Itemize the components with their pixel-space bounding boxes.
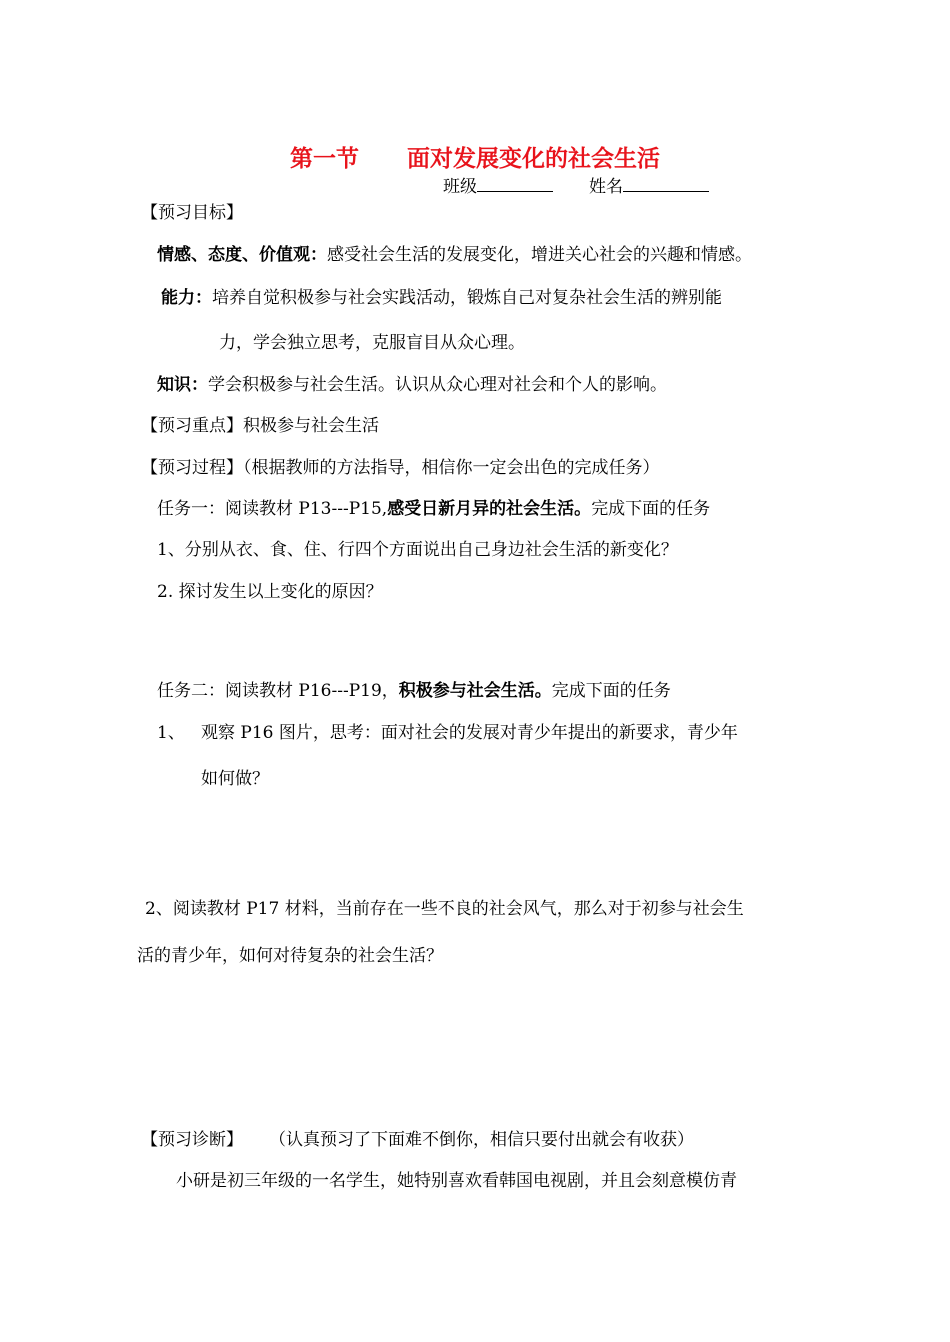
task2-question-2-line-2: 活的青少年，如何对待复杂的社会生活？ <box>137 946 443 966</box>
task2-prefix: 任务二：阅读教材 P16---P19， <box>157 681 399 701</box>
task2-question-1-number: 1、 <box>157 723 185 743</box>
process-note: （根据教师的方法指导，相信你一定会出色的完成任务） <box>243 458 660 478</box>
goal-emotion-text: 感受社会生活的发展变化，增进关心社会的兴趣和情感。 <box>327 245 752 265</box>
goal-ability-text-2: 力，学会独立思考，克服盲目从众心理。 <box>219 333 525 353</box>
task2-suffix: 完成下面的任务 <box>551 681 671 701</box>
name-label: 姓名 <box>589 177 623 197</box>
goal-ability-text-1: 培养自觉积极参与社会实践活动，锻炼自己对复杂社会生活的辨别能 <box>212 288 722 308</box>
process-row <box>141 457 660 479</box>
task2-row <box>157 680 671 702</box>
task2-question-1-line-1: 观察 P16 图片，思考：面对社会的发展对青少年提出的新要求，青少年 <box>201 723 738 743</box>
task2-bold: 积极参与社会生活。 <box>398 681 552 701</box>
page-title: 第一节 面对发展变化的社会生活 <box>289 145 661 172</box>
diagnosis-text: 小研是初三年级的一名学生，她特别喜欢看韩国电视剧，并且会刻意模仿青 <box>176 1171 737 1191</box>
student-info-row <box>443 174 709 198</box>
goals-heading: 【预习目标】 <box>141 203 243 223</box>
diagnosis-heading: 【预习诊断】 <box>141 1130 243 1150</box>
goal-emotion <box>157 244 752 266</box>
task1-suffix: 完成下面的任务 <box>591 499 711 519</box>
focus-text: 积极参与社会生活 <box>243 416 379 436</box>
diagnosis-note: （认真预习了下面难不倒你，相信只要付出就会有收获） <box>269 1130 694 1150</box>
task2-question-2-line-1: 2、阅读教材 P17 材料，当前存在一些不良的社会风气，那么对于初参与社会生 <box>145 899 744 919</box>
goal-knowledge-label: 知识： <box>157 375 208 395</box>
name-blank[interactable] <box>623 174 709 192</box>
goal-ability-label: 能力： <box>161 288 212 308</box>
class-blank[interactable] <box>477 174 553 192</box>
focus-heading: 【预习重点】 <box>141 416 243 436</box>
diagnosis-row <box>141 1129 694 1151</box>
process-heading: 【预习过程】 <box>141 458 243 478</box>
goal-knowledge-text: 学会积极参与社会生活。认识从众心理对社会和个人的影响。 <box>208 375 667 395</box>
focus-row <box>141 415 379 437</box>
task1-bold: 感受日新月异的社会生活。 <box>387 499 592 519</box>
task1-question-1: 1、分别从衣、食、住、行四个方面说出自己身边社会生活的新变化？ <box>157 540 678 560</box>
goal-knowledge <box>157 374 667 396</box>
goal-ability <box>161 287 722 309</box>
task1-row <box>157 498 710 520</box>
task1-prefix: 任务一：阅读教材 P13---P15, <box>157 499 388 519</box>
class-label: 班级 <box>443 177 477 197</box>
task2-question-1-line-2: 如何做？ <box>201 769 269 789</box>
goal-emotion-label: 情感、态度、价值观： <box>157 245 327 265</box>
task1-question-2: 2. 探讨发生以上变化的原因？ <box>157 582 383 602</box>
